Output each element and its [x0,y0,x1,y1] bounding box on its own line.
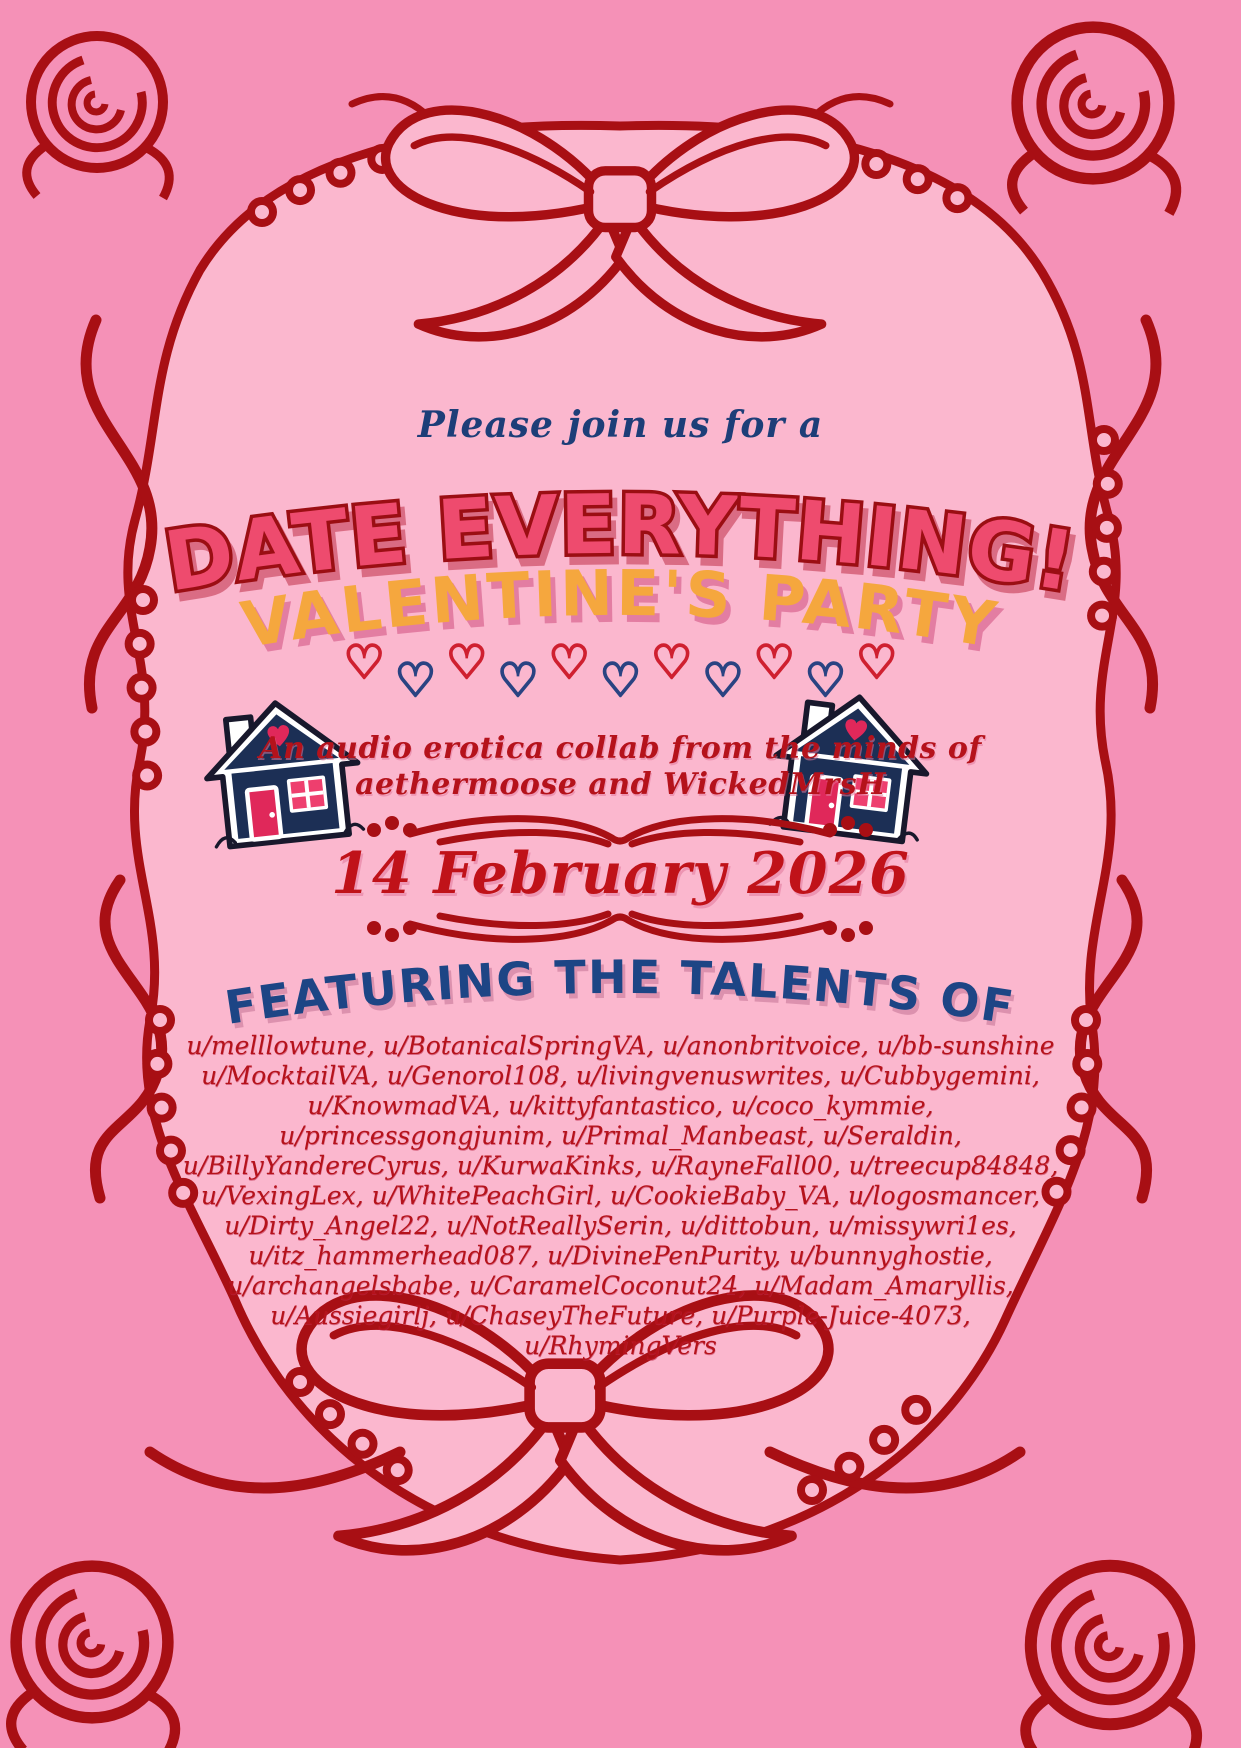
roster-line: u/KnowmadVA, u/kittyfantastico, u/coco_kymmie, [307,1091,934,1120]
heart-icon: ♡ [702,653,744,707]
talent-roster [131,1031,1111,1361]
hearts-row [0,635,1241,707]
heart-icon: ♡ [753,635,795,689]
subtitle-text: VALENTINE'S PARTY [236,556,1004,663]
collab-line-2: aethermoose and WickedMrsH [355,767,886,802]
svg-text:FEATURING THE TALENTS OF [221,950,1018,1035]
heart-icon: ♡ [651,635,693,689]
roster-line: u/VexingLex, u/WhitePeachGirl, u/CookieBaby_VA, u/logosmancer, [200,1181,1041,1210]
main-title-text: DATE EVERYTHING! [158,477,1082,611]
heart-icon: ♡ [446,635,488,689]
roster-line: u/melllowtune, u/BotanicalSpringVA, u/anonbritvoice, u/bb-sunshine [186,1031,1055,1060]
event-date: 14 February 2026 [331,840,910,907]
heart-icon: ♡ [599,653,642,707]
roster-line: u/RhymingVers [524,1331,717,1360]
roster-line: u/itz_hammerhead087, u/DivinePenPurity, u/bunnyghostie, [248,1241,993,1270]
roster-line: u/MocktailVA, u/Genorol108, u/livingvenuswrites, u/Cubbygemini, [201,1061,1040,1090]
talent-heading-text: FEATURING THE TALENTS OF [221,949,1019,1035]
roster-line: u/Aussiegirlj, u/ChaseyTheFuture, u/Purple-Juice-4073, [270,1301,971,1330]
roster-line: u/archangelsbabe, u/CaramelCoconut24, u/Madam_Amaryllis, [227,1271,1014,1300]
talent-heading [0,936,1241,1046]
heart-icon: ♡ [343,635,385,689]
roster-line: u/Dirty_Angel22, u/NotReallySerin, u/dittobun, u/missywri1es, [224,1211,1017,1240]
roster-line: u/BillyYandereCyrus, u/KurwaKinks, u/RayneFall00, u/treecup84848, [182,1151,1059,1180]
heart-icon: ♡ [856,635,898,689]
heart-icon: ♡ [548,635,590,689]
intro-line: Please join us for a [417,404,824,446]
heart-icon: ♡ [497,653,539,707]
roster-line: u/princessgongjunim, u/Primal_Manbeast, u/Seraldin, [279,1121,962,1150]
heart-icon: ♡ [804,653,847,707]
collab-line-1: An audio erotica collab from the minds of [259,731,982,766]
heart-icon: ♡ [394,653,437,707]
